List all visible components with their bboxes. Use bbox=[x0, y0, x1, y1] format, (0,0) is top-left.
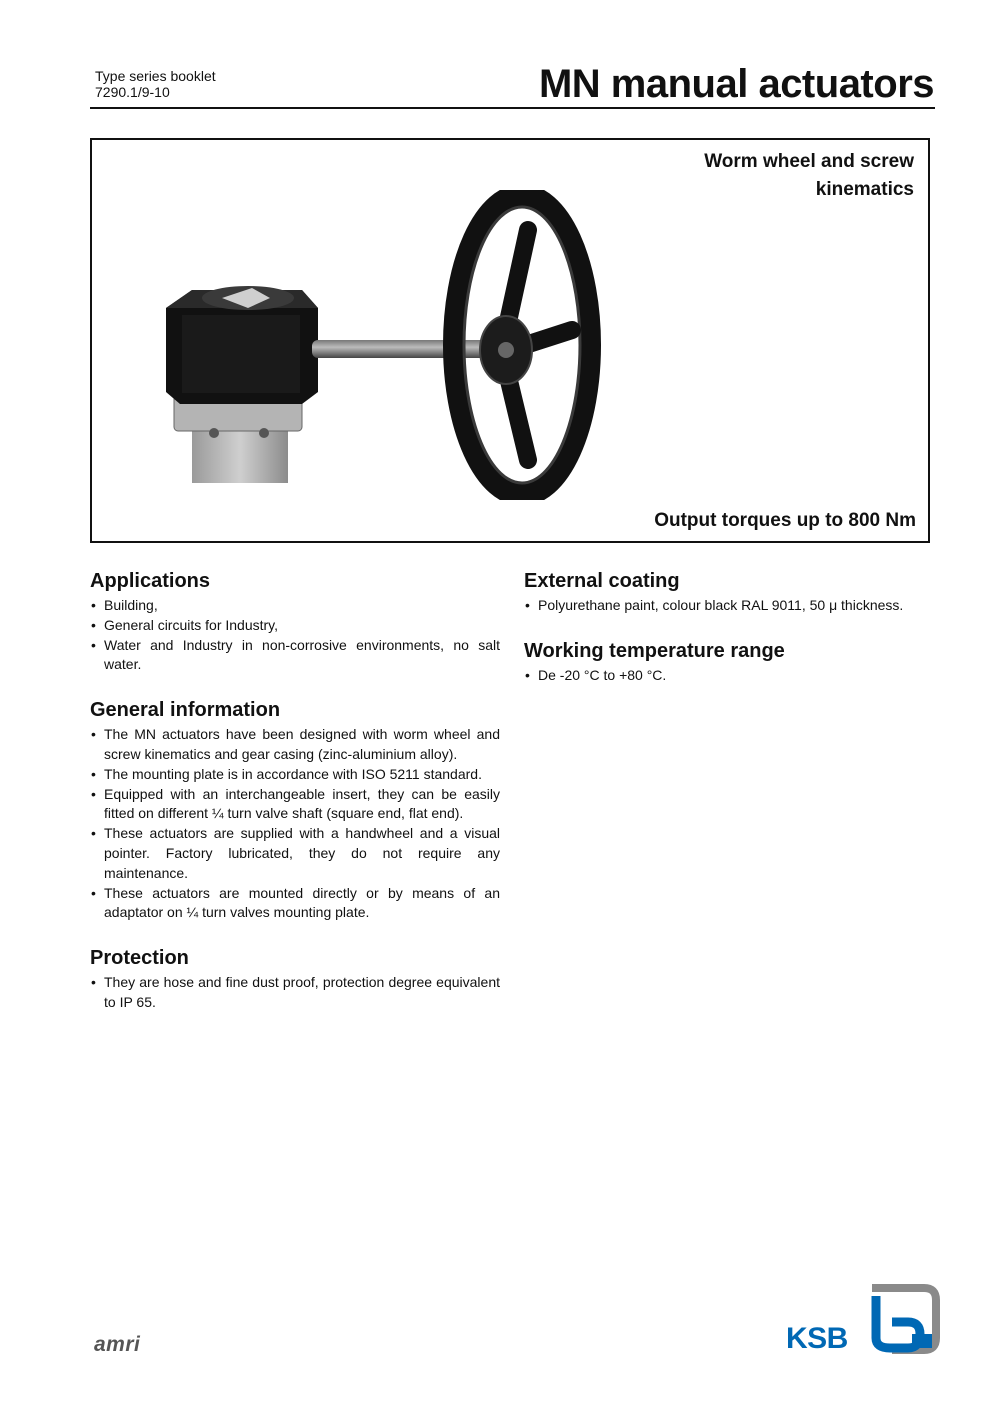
bullet-list bbox=[90, 973, 500, 1013]
hero-caption-top bbox=[704, 148, 914, 204]
section-applications bbox=[90, 568, 500, 675]
section-heading: Applications bbox=[90, 570, 211, 592]
bullet-list bbox=[524, 596, 934, 616]
list-item: • Building, bbox=[90, 596, 500, 616]
list-item: • De -20 °C to +80 °C. bbox=[524, 666, 934, 686]
ksb-logo-text: KSB bbox=[786, 1322, 848, 1355]
caption-line-2: kinematics bbox=[815, 179, 914, 200]
list-item: • These actuators are mounted directly or by means of an adaptator on ¼ turn valves mounting plate. bbox=[90, 884, 500, 924]
doc-number: 7290.1/9-10 bbox=[95, 84, 170, 100]
section-heading: Working temperature range bbox=[524, 639, 785, 662]
document-label bbox=[95, 68, 216, 100]
section-general-information bbox=[90, 697, 500, 923]
list-item: • General circuits for Industry, bbox=[90, 616, 500, 636]
caption-line-1: Worm wheel and screw bbox=[704, 151, 914, 172]
list-item: • The MN actuators have been designed with worm wheel and screw kinematics and gear casing (zinc-aluminium alloy). bbox=[90, 725, 500, 765]
ksb-logo-mark-icon bbox=[864, 1284, 940, 1354]
left-column bbox=[90, 568, 500, 1035]
doc-type: Type series booklet bbox=[95, 68, 216, 84]
section-working-temperature bbox=[524, 638, 934, 686]
bullet-list bbox=[90, 596, 500, 675]
list-item: • Equipped with an interchangeable insert, they can be easily fitted on different ¼ turn valve shaft (square end, flat end). bbox=[90, 785, 500, 825]
list-item: • These actuators are supplied with a handwheel and a visual pointer. Factory lubricated, they do not require any maintenance. bbox=[90, 824, 500, 883]
hero-caption-bottom: Output torques up to 800 Nm bbox=[654, 510, 916, 531]
section-heading: Protection bbox=[90, 947, 189, 970]
list-item: • Water and Industry in non-corrosive environments, no salt water. bbox=[90, 636, 500, 676]
list-item: • Polyurethane paint, colour black RAL 9011, 50 μ thickness. bbox=[524, 596, 934, 616]
bullet-list bbox=[524, 666, 934, 686]
section-external-coating bbox=[524, 568, 934, 616]
bullet-list bbox=[90, 725, 500, 923]
amri-logo: amri bbox=[94, 1333, 141, 1356]
header-divider bbox=[90, 107, 935, 109]
section-heading: External coating bbox=[524, 570, 680, 592]
right-column bbox=[524, 568, 934, 708]
list-item: • The mounting plate is in accordance with ISO 5211 standard. bbox=[90, 765, 500, 785]
hero-frame bbox=[90, 138, 930, 543]
section-heading: General information bbox=[90, 699, 281, 722]
page-title: MN manual actuators bbox=[538, 62, 934, 106]
list-item: • They are hose and fine dust proof, protection degree equivalent to IP 65. bbox=[90, 973, 500, 1013]
section-protection bbox=[90, 945, 500, 1013]
actuator-photo bbox=[152, 190, 612, 500]
